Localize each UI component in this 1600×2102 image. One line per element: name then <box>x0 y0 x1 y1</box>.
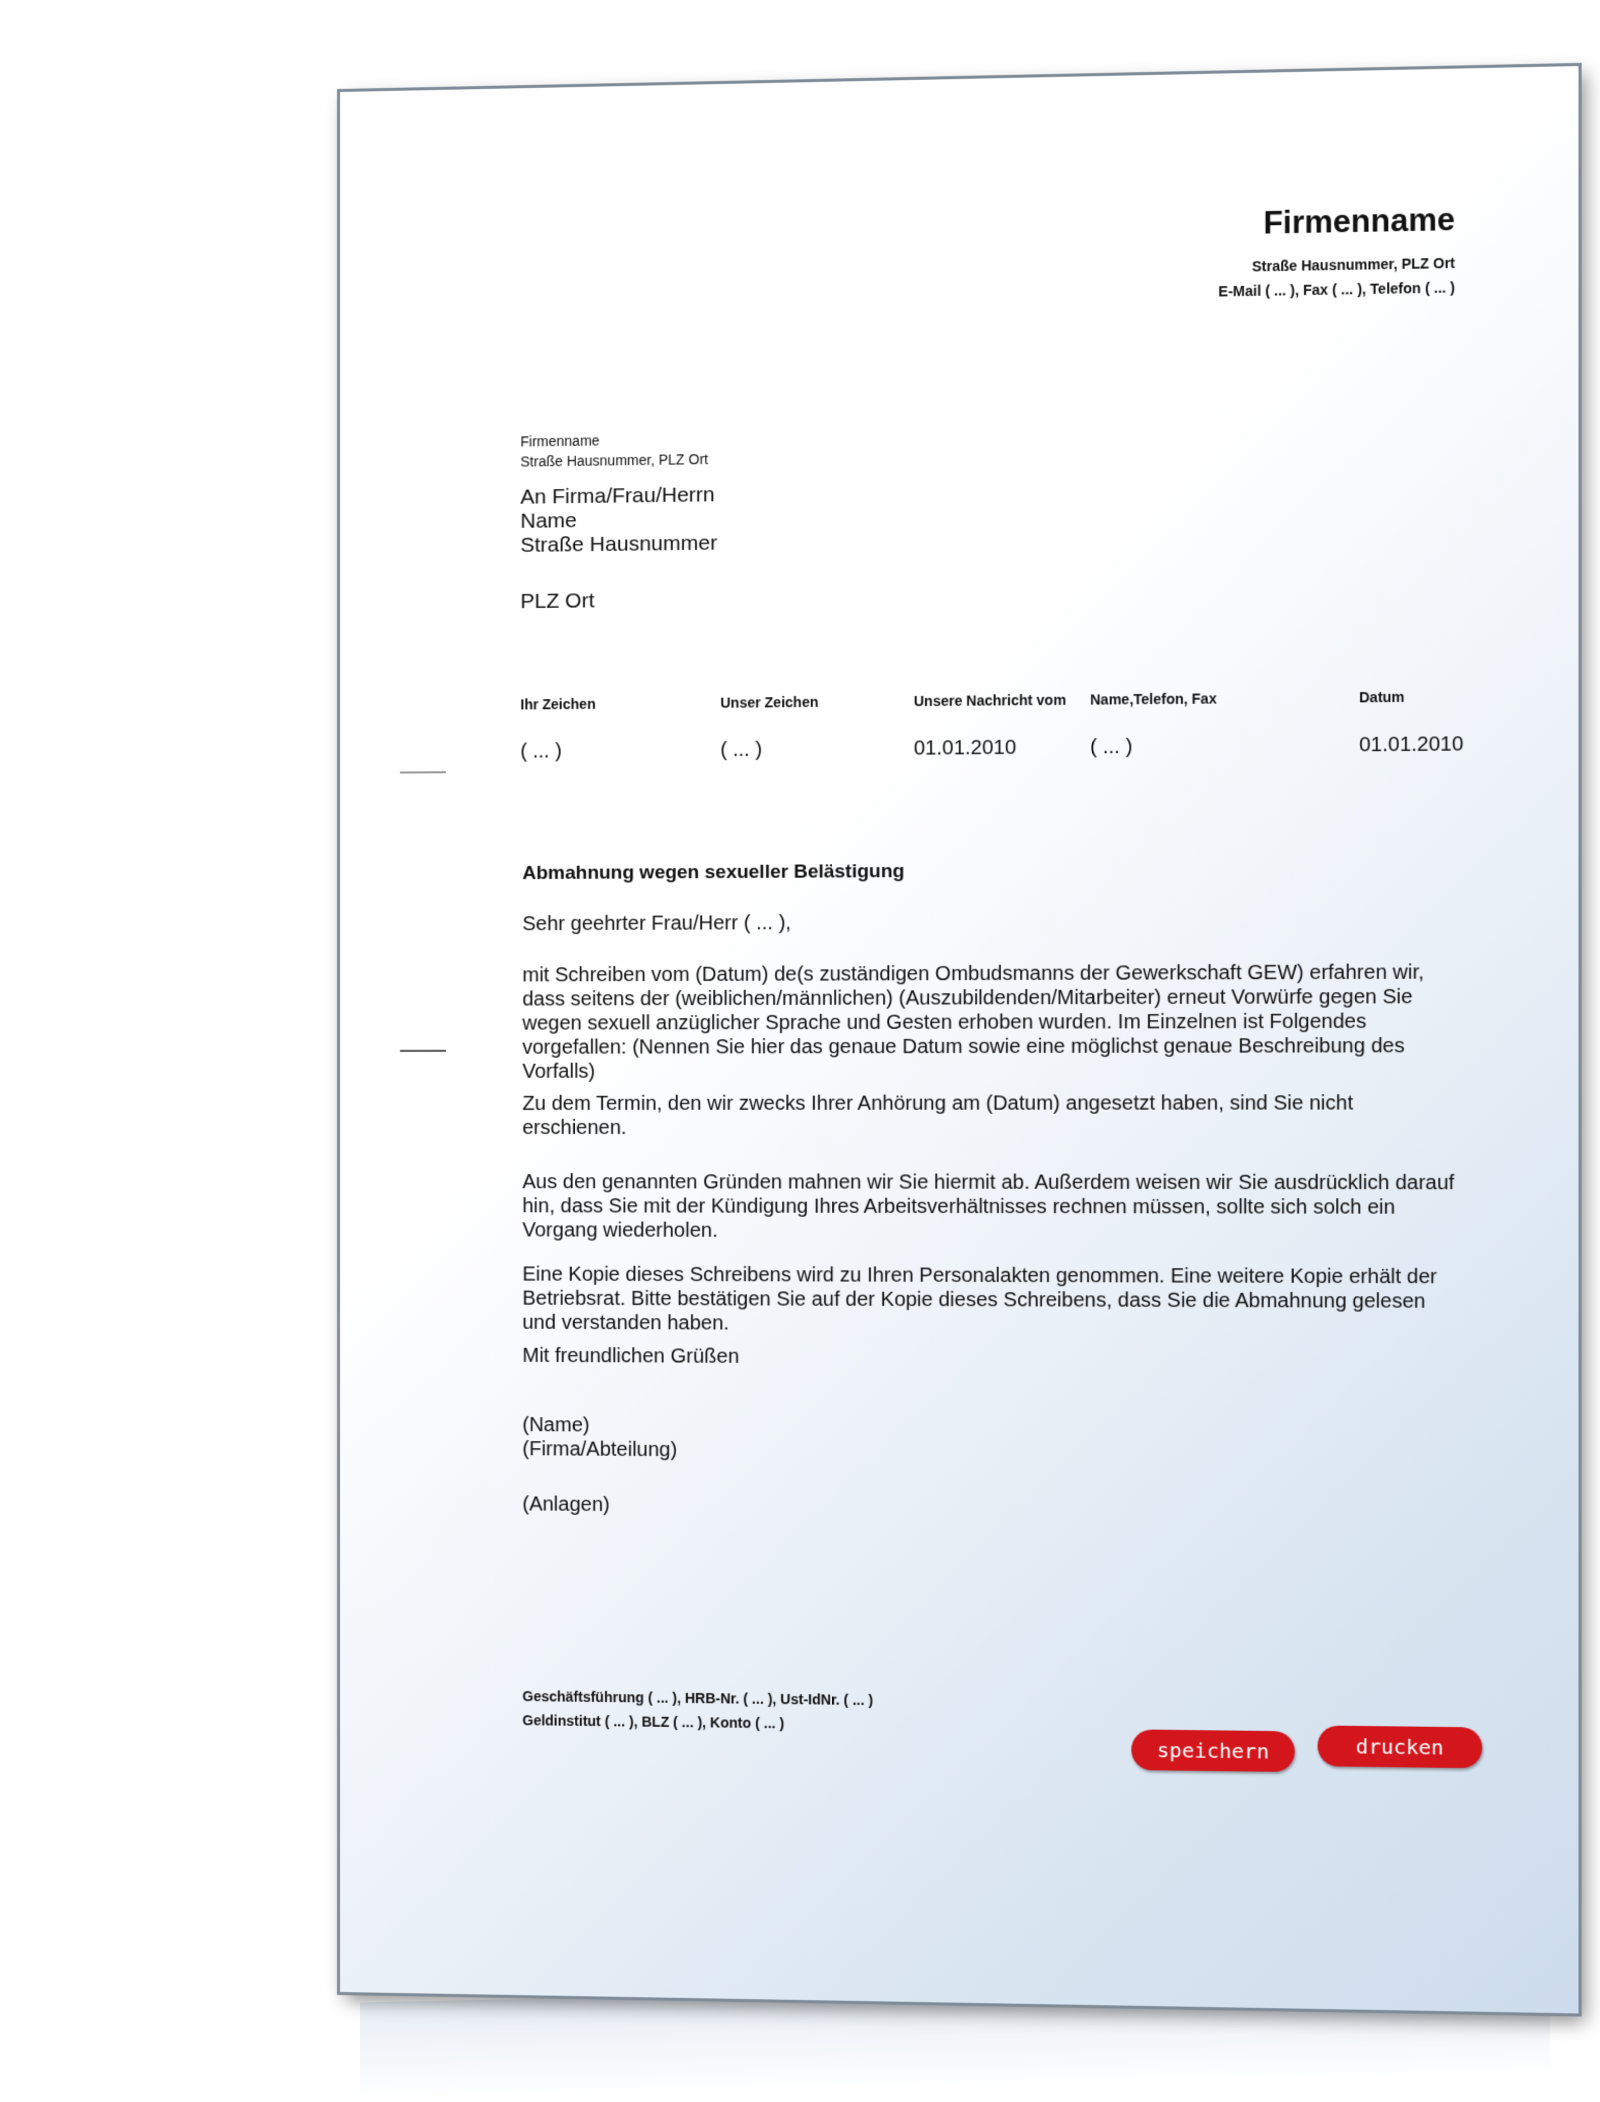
sender-line-address: Straße Hausnummer, PLZ Ort <box>520 450 709 470</box>
letter-salutation: Sehr geehrter Frau/Herr ( ... ), <box>522 912 792 936</box>
letter-paragraph-4: Eine Kopie dieses Schreibens wird zu Ihren Personalakten genommen. Eine weitere Kopie erhält der Betriebsrat. Bitte bestätigen Sie auf der Kopie dieses Schreibens, dass Sie die Abmahnung gelesen und verstanden haben. <box>522 1263 1437 1335</box>
letterhead-address: Straße Hausnummer, PLZ Ort <box>1251 254 1456 275</box>
sender-line-name: Firmenname <box>520 432 600 450</box>
ref-label-ihr-zeichen: Ihr Zeichen <box>520 695 596 713</box>
footer-line-2: Geldinstitut ( ... ), BLZ ( ... ), Konto ( ... ) <box>522 1712 785 1732</box>
signature-department: (Firma/Abteilung) <box>522 1438 678 1462</box>
ref-value-unser-zeichen: ( ... ) <box>720 738 763 762</box>
letter-closing: Mit freundlichen Grüßen <box>522 1344 740 1368</box>
ref-value-ihr-zeichen: ( ... ) <box>520 740 562 763</box>
ref-label-unsere-nachricht: Unsere Nachricht vom <box>913 691 1067 710</box>
letter-paragraph-3: Aus den genannten Gründen mahnen wir Sie hiermit ab. Außerdem weisen wir Sie ausdrücklich darauf hin, dass Sie mit der Kündigung Ihres Arbeitsverhältnisses rechnen müssen, sollte sich solch ein Vorgang wiederholen. <box>522 1171 1455 1242</box>
print-button[interactable]: drucken <box>1318 1725 1483 1768</box>
signature-name: (Name) <box>522 1414 590 1437</box>
recipient-line-1: An Firma/Frau/Herrn <box>520 483 715 509</box>
letter-attachments: (Anlagen) <box>522 1493 610 1517</box>
letter-subject: Abmahnung wegen sexueller Belästigung <box>522 860 905 885</box>
letterhead-company-name: Firmenname <box>1263 201 1456 241</box>
letter-paragraph-2: Zu dem Termin, den wir zwecks Ihrer Anhörung am (Datum) angesetzt haben, sind Sie nicht erschienen. <box>522 1092 1354 1140</box>
recipient-line-2: Name <box>520 509 577 533</box>
letter-paragraph-1: mit Schreiben vom (Datum) de(s zuständigen Ombudsmanns der Gewerkschaft GEW) erfahren wir, dass seitens der (weiblichen/männlichen) (Auszubildenden/Mitarbeiter) erneut Vorwürfe gegen Sie wegen sexuell anzüglicher Sprache und Gesten erhoben wurden. Im Einzelnen ist Folgendes vorgefallen: (Nennen Sie hier das genaue Datum sowie eine möglichst genaue Beschreibung des Vorfalls) <box>522 961 1425 1083</box>
recipient-address-block <box>520 483 717 558</box>
letter-page <box>340 66 1579 2013</box>
signature-block <box>522 1413 677 1462</box>
ref-value-datum: 01.01.2010 <box>1359 733 1464 757</box>
ref-label-name-telefon-fax: Name,Telefon, Fax <box>1090 690 1217 708</box>
fold-mark-top <box>400 771 446 773</box>
ref-label-datum: Datum <box>1359 688 1405 706</box>
footer-line-1: Geschäftsführung ( ... ), HRB-Nr. ( ... ), Ust-IdNr. ( ... ) <box>522 1688 874 1709</box>
fold-mark-middle <box>400 1050 446 1052</box>
ref-label-unser-zeichen: Unser Zeichen <box>720 693 819 711</box>
recipient-line-3: Straße Hausnummer <box>520 531 718 557</box>
ref-value-unsere-nachricht: 01.01.2010 <box>913 736 1017 760</box>
recipient-city: PLZ Ort <box>520 589 595 614</box>
save-button[interactable]: speichern <box>1131 1729 1294 1772</box>
letterhead-contact: E-Mail ( ... ), Fax ( ... ), Telefon ( ... ) <box>1218 279 1456 300</box>
ref-value-name-telefon-fax: ( ... ) <box>1090 735 1133 759</box>
